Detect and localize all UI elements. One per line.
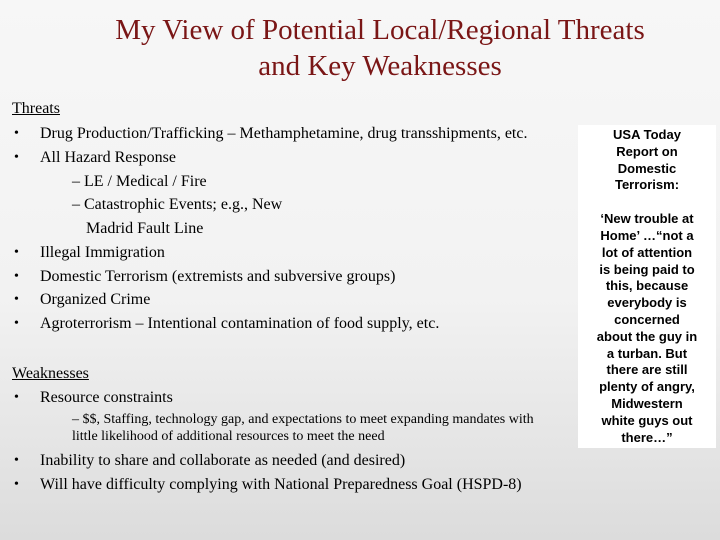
callout-quote-line: this, because bbox=[605, 278, 689, 294]
usa-today-callout bbox=[578, 125, 716, 448]
callout-quote-line: plenty of angry, bbox=[599, 379, 695, 395]
callout-source-line: Terrorism: bbox=[614, 177, 680, 193]
callout-quote bbox=[582, 211, 712, 446]
bullet-marker: • bbox=[14, 477, 19, 492]
threat-immigration: Illegal Immigration bbox=[40, 244, 165, 261]
callout-quote-line: everybody is bbox=[607, 295, 687, 311]
weaknesses-heading: Weaknesses bbox=[12, 365, 89, 382]
callout-source-line: Report on bbox=[616, 143, 678, 159]
callout-quote-line: Home’ …“not a bbox=[600, 227, 694, 243]
bullet-marker: • bbox=[14, 150, 19, 165]
title-line-2: and Key Weaknesses bbox=[258, 50, 502, 82]
bullet-marker: • bbox=[14, 316, 19, 331]
weakness-sub-line-1: – $$, Staffing, technology gap, and expectations to meet expanding mandates with bbox=[72, 412, 534, 427]
threat-sub-catastrophic: – Catastrophic Events; e.g., New bbox=[72, 196, 283, 213]
weakness-share: Inability to share and collaborate as needed (and desired) bbox=[40, 452, 406, 469]
callout-quote-line: there are still bbox=[606, 362, 688, 378]
threat-drugs: Drug Production/Trafficking – Methamphetamine, drug transshipments, etc. bbox=[40, 125, 528, 142]
callout-quote-line: lot of attention bbox=[601, 244, 693, 260]
threat-sub-le-medical-fire: – LE / Medical / Fire bbox=[72, 173, 207, 190]
bullet-marker: • bbox=[14, 269, 19, 284]
threats-heading: Threats bbox=[12, 100, 60, 117]
weakness-resources: Resource constraints bbox=[40, 389, 173, 406]
callout-quote-line: concerned bbox=[614, 311, 680, 327]
callout-quote-line: there…” bbox=[621, 429, 673, 445]
callout-quote-line: white guys out bbox=[601, 412, 693, 428]
callout-quote-line: a turban. But bbox=[606, 345, 688, 361]
weakness-sub-line-2: little likelihood of additional resources to meet the need bbox=[72, 429, 385, 444]
threat-domestic-terrorism: Domestic Terrorism (extremists and subversive groups) bbox=[40, 268, 396, 285]
callout-source bbox=[582, 127, 712, 194]
bullet-marker: • bbox=[14, 245, 19, 260]
bullet-marker: • bbox=[14, 390, 19, 405]
callout-quote-line: about the guy in bbox=[596, 328, 698, 344]
callout-spacer bbox=[582, 194, 712, 211]
threat-sub-madrid: Madrid Fault Line bbox=[86, 220, 204, 237]
threat-organized-crime: Organized Crime bbox=[40, 291, 151, 308]
bullet-marker: • bbox=[14, 292, 19, 307]
callout-source-line: Domestic bbox=[617, 160, 677, 176]
callout-source-line: USA Today bbox=[613, 127, 681, 142]
threat-all-hazard: All Hazard Response bbox=[40, 149, 176, 166]
threat-agroterrorism: Agroterrorism – Intentional contamination of food supply, etc. bbox=[40, 315, 440, 332]
weakness-hspd8: Will have difficulty complying with National Preparedness Goal (HSPD-8) bbox=[40, 476, 522, 493]
callout-quote-line: Midwestern bbox=[611, 395, 683, 411]
bullet-marker: • bbox=[14, 126, 19, 141]
callout-quote-line: ‘New trouble at bbox=[600, 211, 694, 227]
title-line-1: My View of Potential Local/Regional Threats bbox=[115, 14, 645, 46]
callout-quote-line: is being paid to bbox=[599, 261, 695, 277]
bullet-marker: • bbox=[14, 453, 19, 468]
